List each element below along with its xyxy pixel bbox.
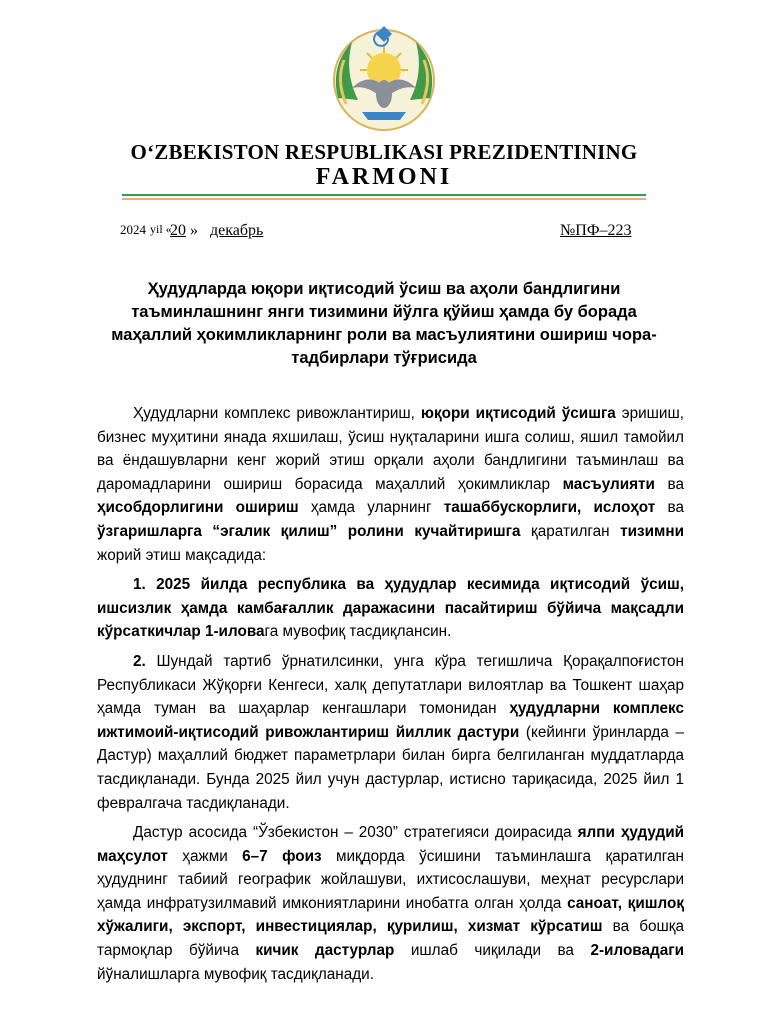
paragraph-preamble: Ҳудудларни комплекс ривожлантириш, юқори иқтисодий ўсишга эришиш, бизнес муҳитини янада яхшилаш, ўсиш нуқталарини ишга солиш, яшил тамойил ва ёндашувларни кенг жорий этиш орқали аҳоли бандлигини таъминлаш ва даромадларини ошириш борасида маҳаллий ҳокимликлар масъулияти ва ҳисобдорлигини ошириш ҳамда уларнинг ташаббускорлиги, ислоҳот ва ўзгаришларга “эгалик қилиш” ролини кучайтиришга қаратилган тизимни жорий этиш мақсадида: [97, 405, 684, 564]
header-rule [122, 194, 646, 201]
date-yil: yil « [150, 222, 172, 236]
state-emblem [324, 20, 444, 140]
header-line-2: FARMONI [315, 164, 453, 190]
date-year: 2024 [120, 222, 146, 237]
document-body [97, 402, 684, 992]
header-line-1: O‘ZBEKISTON RESPUBLIKASI PREZIDENTINING [130, 140, 638, 164]
date-month: декабрь [210, 222, 264, 239]
document-title: Ҳудудларда юқори иқтисодий ўсиш ва аҳоли бандлигини таъминлашнинг янги тизимини йўлга қўйиш ҳамда бу борада маҳаллий ҳокимликларнинг роли ва масъулиятини ошириш чора-тадбирлари тўғрисида [111, 280, 657, 367]
paragraph-program: Дастур асосида “Ўзбекистон – 2030” стратегияси доирасида ялпи ҳудудий маҳсулот ҳажми 6–7 фоиз миқдорда ўсишини таъминлашга қаратилган ҳудуднинг табиий географик жойлашуви, ихтисослашуви, меҳнат ресурслари ҳамда инфратузилмавий имкониятларини инобатга олган ҳолда саноат, қишлоқ хўжалиги, экспорт, инвестициялар, қурилиш, хизмат кўрсатиш ва бошқа тармоқлар бўйича кичик дастурлар ишлаб чиқилади ва 2-иловадаги йўналишларга мувофиқ тасдиқланади. [97, 824, 685, 983]
paragraph-item-1: 1. 2025 йилда республика ва ҳудудлар кесимида иқтисодий ўсиш, ишсизлик ҳамда камбағаллик даражасини пасайтириш бўйича мақсадли кўрсаткичлар 1-иловага мувофиқ тасдиқлансин. [97, 576, 684, 641]
paragraph-item-2: 2. Шундай тартиб ўрнатилсинки, унга кўра тегишлича Қорақалпоғистон Республикаси Жўқорғи Кенгеси, халқ депутатлари вилоятлар ва Тошкент шаҳар ҳамда туман ва шаҳарлар кенгашлари томонидан ҳудудларни комплекс ижтимоий-иқтисодий ривожлантириш йиллик дастури (кейинги ўринларда – Дастур) маҳаллий бюджет параметрлари билан бирга белгиланган муддатларда тасдиқланади. Бунда 2025 йил учун дастурлар, истисно тариқасида, 2025 йил 1 февралгача тасдиқланади. [97, 652, 685, 812]
date-day: 20 » [170, 222, 198, 239]
document-number: №ПФ–223 [560, 222, 632, 239]
